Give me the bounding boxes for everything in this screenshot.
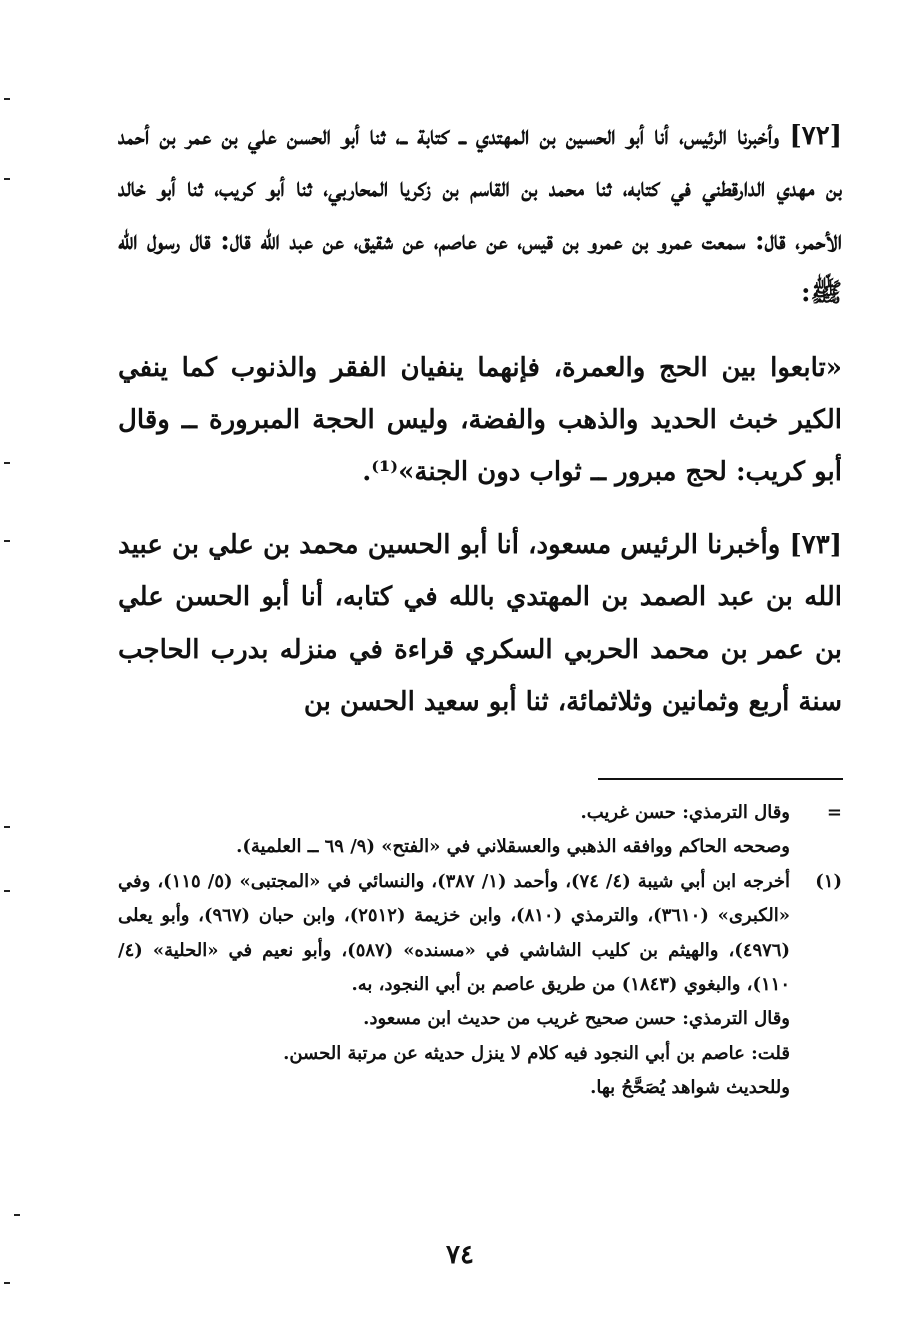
footnote-line: قلت: عاصم بن أبي النجود فيه كلام لا ينزل حديثه عن مرتبة الحسن. — [283, 1042, 790, 1064]
footnote-continuation-mark: = — [826, 802, 842, 823]
margin-tick — [14, 1214, 20, 1216]
page-number: ٧٤ — [446, 1240, 474, 1270]
footnote-1-line — [118, 1037, 842, 1071]
paragraph-hadith-73: [٧٣] وأخبرنا الرئيس مسعود، أنا أبو الحسين محمد بن علي بن عبيد الله بن عبد الصمد بن المهتدي بالله في كتابه، أنا أبو الحسن علي بن عمر بن محمد الحربي السكري قراءة في منزله بدرب الحاجب سنة أربع وثمانين وثلاثمائة، ثنا أبو سعيد الحسن بن — [118, 529, 842, 718]
footnote-1-line — [118, 1071, 842, 1105]
footnote-line: وقال الترمذي: حسن صحيح غريب من حديث ابن مسعود. — [363, 1008, 790, 1030]
margin-tick — [4, 1282, 10, 1284]
margin-tick — [4, 178, 10, 180]
footnote-1-mark: (١) — [815, 870, 842, 892]
footnote-1-text: أخرجه ابن أبي شيبة (٤/ ٧٤)، وأحمد (١/ ٣٨٧)، والنسائي في «المجتبى» (٥/ ١١٥)، وفي «الكبرى» (٣٦١٠)، والترمذي (٨١٠)، وابن خزيمة (٢٥١٢)، وابن حبان (٩٦٧)، وأبو يعلى (٤٩٧٦)، والهيثم بن كليب الشاشي في «مسنده» (٥٨٧)، وأبو نعيم في «الحلية» (٤/ ١١٠)، والبغوي (١٨٤٣) من طريق عاصم بن أبي النجود، به. — [118, 870, 791, 996]
footnote-separator — [598, 778, 843, 780]
footnote-line: وصححه الحاكم ووافقه الذهبي والعسقلاني في «الفتح» (٩/ ٦٩ ــ العلمية). — [236, 836, 790, 858]
footnote-continuation — [118, 830, 842, 864]
margin-tick — [4, 890, 10, 892]
footnote-line: وقال الترمذي: حسن غريب. — [580, 802, 790, 823]
paragraph-hadith-text: «تابعوا بين الحج والعمرة، فإنهما ينفيان الفقر والذنوب كما ينفي الكير خبث الحديد والذهب والفضة، وليس الحجة المبرورة ــ وقال أبو كريب: لحج مبرور ــ ثواب دون الجنة»⁽¹⁾. — [118, 352, 842, 488]
main-text — [118, 110, 842, 728]
margin-tick — [4, 462, 10, 464]
footnote-continuation — [118, 796, 842, 830]
footnotes — [118, 796, 842, 1106]
paragraph-hadith-72: [٧٢] وأخبرنا الرئيس، أنا أبو الحسين بن المهتدي ــ كتابة ــ، ثنا أبو الحسن علي بن عمر بن أحمد بن مهدي الدارقطني في كتابه، ثنا محمد بن القاسم بن زكريا المحاربي، ثنا أبو كريب، ثنا أبو خالد الأحمر، قال: سمعت عمرو بن عمرو بن قيس، عن عاصم، عن شقيق، عن عبد الله قال: قال رسول الله ﷺ: — [118, 121, 842, 309]
margin-tick — [4, 98, 10, 100]
margin-tick — [4, 826, 10, 828]
margin-tick — [4, 540, 10, 542]
footnote-1-line — [118, 1002, 842, 1036]
footnote-1 — [118, 865, 842, 1003]
footnote-line: وللحديث شواهد يُصَحَّحُ بها. — [590, 1077, 790, 1099]
